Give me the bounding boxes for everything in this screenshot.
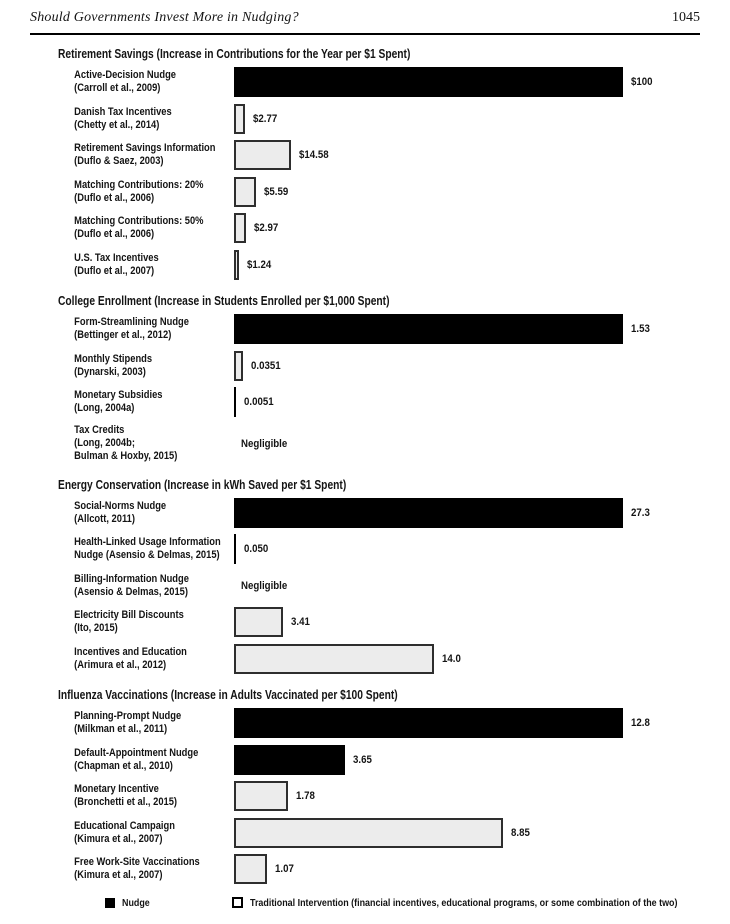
chart-row xyxy=(58,495,700,532)
bar-area xyxy=(234,250,700,280)
traditional-bar xyxy=(234,854,267,884)
bar-label xyxy=(58,609,208,635)
bar-label-line: Matching Contributions: 50% xyxy=(74,215,204,228)
bar-label-line: (Duflo & Saez, 2003) xyxy=(74,155,164,168)
bar-label-line: Health-Linked Usage Information xyxy=(74,536,221,549)
bar-area xyxy=(234,387,700,417)
traditional-bar xyxy=(234,250,239,280)
traditional-bar xyxy=(234,351,243,381)
chart-row xyxy=(58,384,700,421)
traditional-bar xyxy=(234,177,256,207)
nudge-swatch-icon xyxy=(105,898,115,908)
chart-row xyxy=(58,742,700,779)
bar-label-line: Billing-Information Nudge xyxy=(74,572,189,585)
chart-row xyxy=(58,815,700,852)
nudge-bar xyxy=(234,745,345,775)
bar-label-line: (Milkman et al., 2011) xyxy=(74,723,168,736)
bar-area xyxy=(234,818,700,848)
bar-value-label: 1.07 xyxy=(274,863,294,876)
traditional-bar xyxy=(234,607,283,637)
legend-traditional-label: Traditional Intervention (financial incentives, educational programs, or some combination of the two) xyxy=(250,896,678,909)
bar-label-line: U.S. Tax Incentives xyxy=(74,251,159,264)
bar-label xyxy=(58,316,208,342)
bar-area xyxy=(234,177,700,207)
legend xyxy=(58,897,700,913)
bar-label xyxy=(58,500,208,526)
bar-value-label: 0.0051 xyxy=(244,396,274,409)
bar-area xyxy=(234,351,700,381)
bar-label-line: (Arimura et al., 2012) xyxy=(74,658,167,671)
traditional-bar xyxy=(234,140,291,170)
bar-label-line: (Chapman et al., 2010) xyxy=(74,759,173,772)
section-title: Retirement Savings (Increase in Contributions for the Year per $1 Spent) xyxy=(58,47,411,61)
section-title: College Enrollment (Increase in Students Enrolled per $1,000 Spent) xyxy=(58,294,390,308)
section-title: Influenza Vaccinations (Increase in Adults Vaccinated per $100 Spent) xyxy=(58,688,398,702)
bar-area xyxy=(234,213,700,243)
bar-label xyxy=(58,820,208,846)
bar-area xyxy=(234,745,700,775)
bar-label-line: (Asensio & Delmas, 2015) xyxy=(74,585,188,598)
bar-chart-figure xyxy=(58,44,700,913)
bar-label-line: Retirement Savings Information xyxy=(74,142,216,155)
bar-label xyxy=(58,389,208,415)
bar-area xyxy=(234,314,700,344)
bar-label-line: Bulman & Hoxby, 2015) xyxy=(74,450,178,462)
chart-row xyxy=(58,64,700,101)
bar-label-line: (Chetty et al., 2014) xyxy=(74,118,160,131)
bar-value-label: 27.3 xyxy=(631,506,650,519)
bar-label xyxy=(58,69,208,95)
bar-label-line: Default-Appointment Nudge xyxy=(74,746,199,759)
bar-label xyxy=(58,856,208,882)
bar-label xyxy=(58,252,208,278)
bar-area xyxy=(234,644,700,674)
bar-value-label: $100 xyxy=(631,76,653,89)
bar-area xyxy=(234,781,700,811)
bar-area xyxy=(234,708,700,738)
traditional-bar xyxy=(234,104,245,134)
bar-value-label: 12.8 xyxy=(631,717,650,730)
bar-value-label: 1.53 xyxy=(631,323,650,336)
bar-label xyxy=(58,783,208,809)
section-title: Energy Conservation (Increase in kWh Saved per $1 Spent) xyxy=(58,477,347,492)
bar-area xyxy=(234,534,700,564)
bar-value-label: $2.77 xyxy=(252,112,278,125)
bar-label-line: Active-Decision Nudge xyxy=(74,69,176,82)
chart-row xyxy=(58,705,700,742)
legend-item-traditional xyxy=(232,897,730,909)
chart-row xyxy=(58,568,700,605)
bar-label xyxy=(58,710,208,736)
bar-label-line: Incentives and Education xyxy=(74,645,187,658)
bar-label xyxy=(58,353,208,379)
bar-label-line: Monetary Subsidies xyxy=(74,389,163,402)
bar-label-line: Tax Credits xyxy=(74,424,125,436)
bar-label-line: (Carroll et al., 2009) xyxy=(74,82,161,95)
bar-label-line: Nudge (Asensio & Delmas, 2015) xyxy=(74,549,220,562)
bar-value-label: 0.050 xyxy=(244,543,269,556)
bar-label-line: (Duflo et al., 2006) xyxy=(74,228,155,241)
bar-value-label: 3.65 xyxy=(352,753,372,766)
chart-row xyxy=(58,421,700,467)
bar-label-line: Educational Campaign xyxy=(74,819,175,832)
bar-value-label: $2.97 xyxy=(253,222,278,235)
chart-row xyxy=(58,101,700,138)
chart-section xyxy=(58,44,700,283)
bar-label-line: (Ito, 2015) xyxy=(74,622,118,635)
nudge-bar xyxy=(234,314,623,344)
traditional-bar xyxy=(234,387,236,417)
bar-label-line: (Bettinger et al., 2012) xyxy=(74,329,172,342)
bar-value-label: 8.85 xyxy=(511,826,530,839)
legend-nudge-label: Nudge xyxy=(122,896,150,909)
bar-area xyxy=(234,67,700,97)
bar-label xyxy=(58,747,208,773)
bar-label-line: (Bronchetti et al., 2015) xyxy=(74,796,178,809)
chart-row xyxy=(58,210,700,247)
running-head xyxy=(30,10,700,35)
bar-label-line: Electricity Bill Discounts xyxy=(74,609,184,622)
chart-section xyxy=(58,291,700,467)
bar-label-line: Planning-Prompt Nudge xyxy=(74,710,182,723)
legend-item-nudge xyxy=(105,897,155,909)
bar-label-line: (Kimura et al., 2007) xyxy=(74,869,163,882)
bar-label xyxy=(58,573,208,599)
bar-label-line: (Kimura et al., 2007) xyxy=(74,832,163,845)
chart-row xyxy=(58,137,700,174)
chart-row xyxy=(58,604,700,641)
bar-value-label: $5.59 xyxy=(263,185,288,198)
bar-area xyxy=(234,607,700,637)
bar-label xyxy=(58,424,208,463)
bar-value-label: 0.0351 xyxy=(250,359,281,372)
bar-label-line: Monthly Stipends xyxy=(74,352,153,365)
bar-label-line: Form-Streamlining Nudge xyxy=(74,316,189,329)
chart-row xyxy=(58,247,700,284)
chart-section xyxy=(58,475,700,678)
bar-label-line: (Duflo et al., 2006) xyxy=(74,191,155,204)
bar-value-label: 1.78 xyxy=(296,790,315,803)
bar-area xyxy=(234,571,700,601)
chart-row xyxy=(58,851,700,888)
running-head-title: Should Governments Invest More in Nudging? xyxy=(30,10,299,25)
bar-label-line: Danish Tax Incentives xyxy=(74,105,172,118)
nudge-bar xyxy=(234,498,623,528)
bar-label-line: (Duflo et al., 2007) xyxy=(74,264,155,277)
bar-label xyxy=(58,215,208,241)
bar-label-line: Matching Contributions: 20% xyxy=(74,178,204,191)
nudge-bar xyxy=(234,67,623,97)
negligible-label: Negligible xyxy=(241,437,288,450)
bar-area xyxy=(234,498,700,528)
chart-section xyxy=(58,685,700,888)
bar-label xyxy=(58,106,208,132)
chart-row xyxy=(58,311,700,348)
page-number: 1045 xyxy=(672,10,700,25)
chart-row xyxy=(58,174,700,211)
bar-label xyxy=(58,142,216,168)
bar-label-line: Free Work-Site Vaccinations xyxy=(74,856,200,869)
bar-area xyxy=(234,854,700,884)
bar-label xyxy=(58,179,208,205)
traditional-bar xyxy=(234,818,503,848)
nudge-bar xyxy=(234,534,236,564)
chart-row xyxy=(58,778,700,815)
bar-label-line: (Dynarski, 2003) xyxy=(74,365,146,378)
bar-label-line: (Long, 2004b; xyxy=(74,437,135,449)
bar-value-label: $1.24 xyxy=(246,258,272,271)
bar-label xyxy=(58,536,221,562)
bar-label-line: Social-Norms Nudge xyxy=(74,499,167,512)
traditional-bar xyxy=(234,644,434,674)
nudge-bar xyxy=(234,708,623,738)
bar-label-line: (Long, 2004a) xyxy=(74,402,135,415)
chart-row xyxy=(58,531,700,568)
traditional-swatch-icon xyxy=(232,897,243,908)
bar-label xyxy=(58,646,208,672)
bar-value-label: 14.0 xyxy=(441,652,461,665)
bar-value-label: $14.58 xyxy=(298,149,329,162)
bar-value-label: 3.41 xyxy=(290,616,310,629)
traditional-bar xyxy=(234,213,246,243)
bar-label-line: Monetary Incentive xyxy=(74,783,159,796)
bar-area xyxy=(234,140,700,170)
negligible-label: Negligible xyxy=(241,579,288,592)
chart-row xyxy=(58,348,700,385)
traditional-bar xyxy=(234,781,288,811)
bar-label-line: (Allcott, 2011) xyxy=(74,512,135,525)
bar-area xyxy=(234,429,700,459)
bar-area xyxy=(234,104,700,134)
chart-row xyxy=(58,641,700,678)
